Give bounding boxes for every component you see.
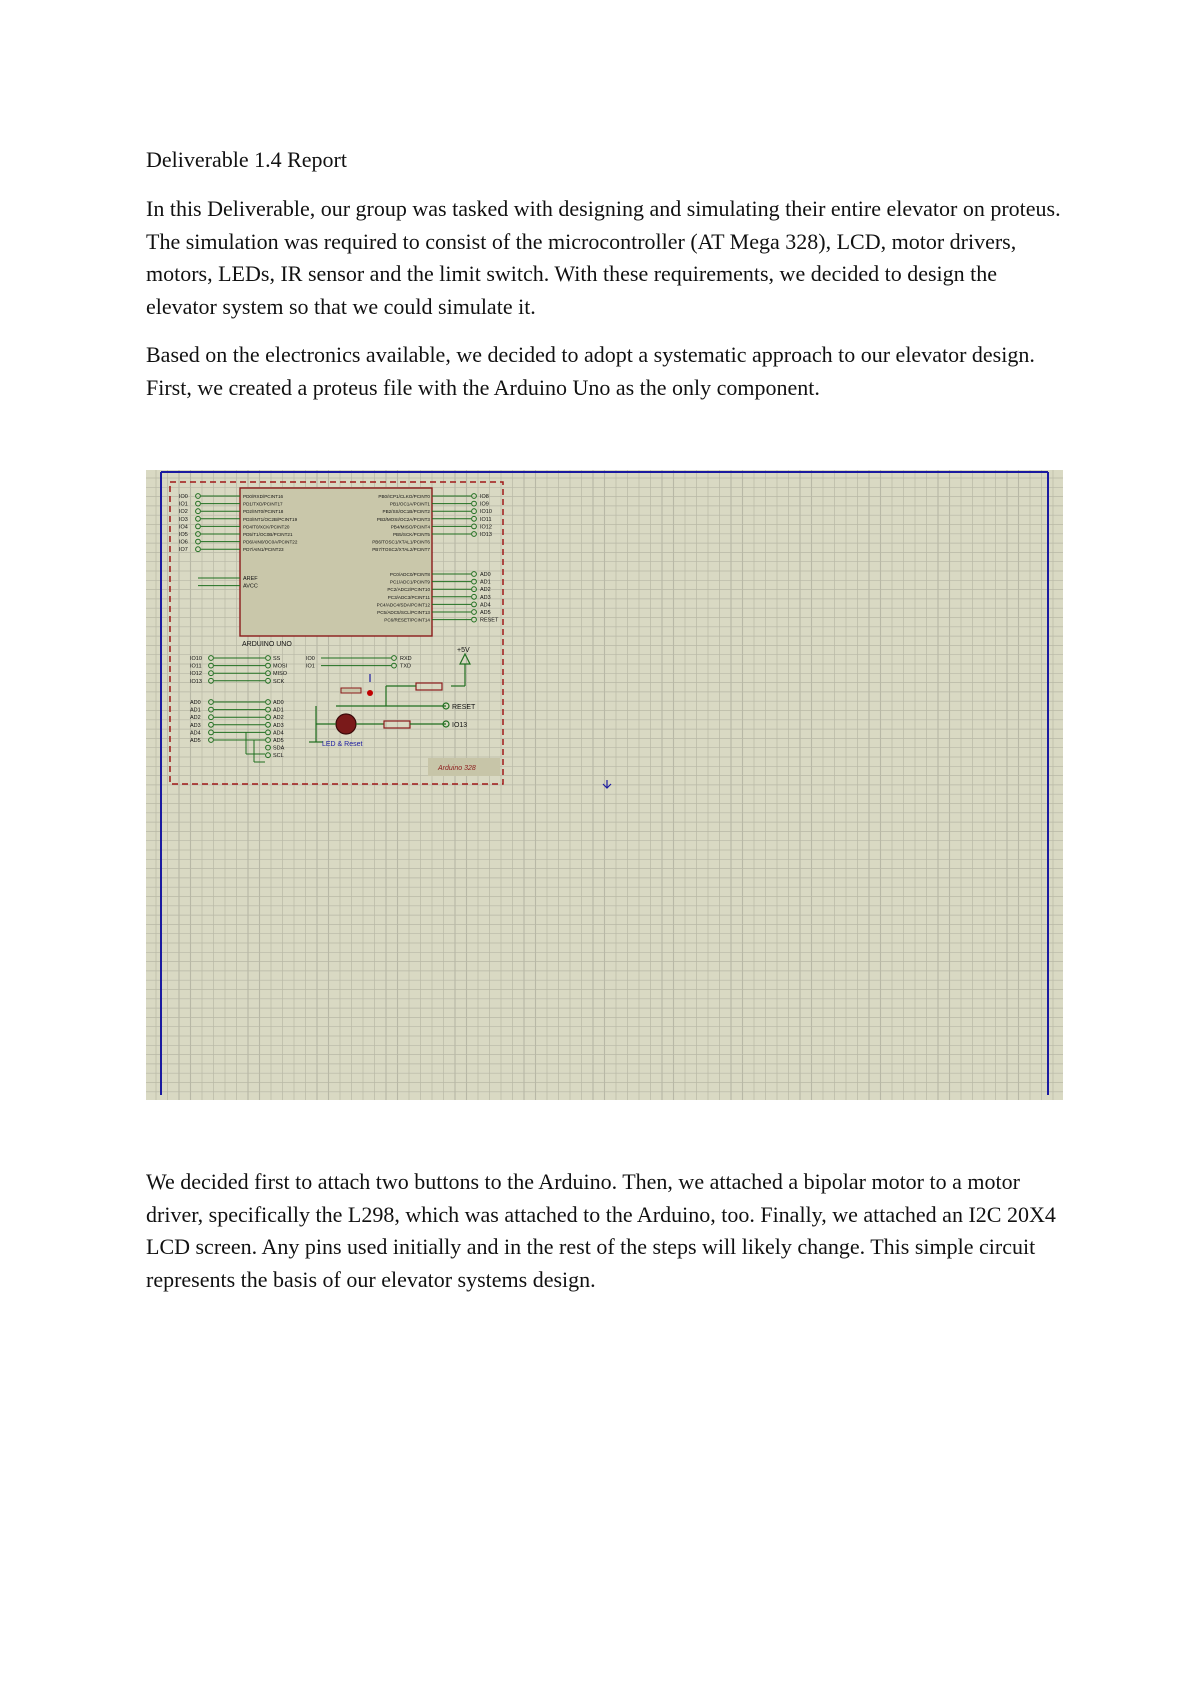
chip-inner-label: PB1/OC1A/PCINT1 (389, 501, 430, 507)
lower-ad-label: AD4 (190, 730, 201, 737)
left-io-pin-label: IO6 (179, 539, 188, 546)
serial-label: IO0 (306, 656, 315, 662)
power-label: +5V (457, 647, 470, 654)
lower-ad-label: AD5 (190, 738, 201, 744)
chip-inner-label: PB2/SS/OC1B/PCINT2 (382, 509, 430, 515)
io-net-label: IO13 (452, 722, 468, 729)
chip-inner-label: PB3/MOSI/OC2A/PCINT3 (376, 516, 430, 522)
reset-net-label: RESET (452, 704, 476, 711)
schematic-canvas (146, 470, 1063, 1100)
proteus-schematic-screenshot (146, 470, 1063, 1100)
chip-inner-label: PD3/INT1/OC2B/PCINT19 (243, 516, 298, 522)
lower-spi-label: MOSI (273, 663, 288, 670)
chip-inner-label: PB7/TOSC2/XTAL2/PCINT7 (372, 547, 430, 553)
serial-label: IO1 (306, 663, 315, 670)
led-component (336, 714, 356, 734)
led-reset-label: LED & Reset (322, 741, 363, 748)
paragraph-circuit: We decided first to attach two buttons to the Arduino. Then, we attached a bipolar motor to a motor driver, specifically the L298, which was attached to the Arduino, too. Finally, we attached an I2C 20X4 LCD screen. Any pins used initially and in the rest of the steps will likely change. This simple circuit represents the basis of our elevator systems design. (146, 1169, 1056, 1292)
aref-label: AVCC (243, 583, 258, 590)
chip-inner-label: PC5/ADC5/SCL/PCINT13 (377, 610, 430, 615)
left-io-pin-label: IO5 (179, 532, 188, 538)
lower-analog-label: AD4 (273, 730, 284, 737)
left-io-pin-label: IO0 (179, 494, 188, 500)
analog-pin-label: AD3 (480, 594, 491, 601)
lower-analog-label: AD2 (273, 715, 284, 722)
lower-ad-label: AD2 (190, 715, 201, 722)
lower-analog-label: AD1 (273, 707, 284, 714)
analog-pin-label: AD5 (480, 610, 491, 616)
chip-inner-label: PC3/ADC3/PCINT11 (387, 594, 430, 600)
right-io-pin-label: IO12 (480, 524, 492, 531)
right-io-pin-label: IO13 (480, 532, 492, 538)
left-io-pin-label: IO4 (179, 524, 188, 531)
analog-pin-label: AD1 (480, 579, 491, 586)
chip-inner-label: PB5/SCK/PCINT5 (392, 532, 430, 537)
analog-pin-label: AD0 (480, 572, 491, 578)
chip-inner-label: PD7/AIN1/PCINT23 (243, 547, 284, 553)
chip-inner-label: PB4/MISO/PCINT4 (390, 524, 430, 530)
reset-pin-label: RESET (480, 617, 499, 624)
lower-ad-label: AD0 (190, 700, 201, 706)
lower-analog-label: AD5 (273, 738, 284, 744)
lower-io-label: IO10 (190, 656, 202, 662)
right-io-pin-label: IO10 (480, 509, 492, 516)
chip-inner-label: PD6/AIN0/OC0A/PCINT22 (243, 539, 298, 545)
left-io-pin-label: IO3 (179, 516, 188, 523)
right-io-pin-label: IO8 (480, 494, 489, 500)
paragraph-approach: Based on the electronics available, we decided to adopt a systematic approach to our elevator design. First, we created a proteus file with the Arduino Uno as the only component. (146, 342, 1035, 400)
lower-analog-label: SDA (273, 745, 285, 752)
lower-spi-label: MISO (273, 671, 288, 678)
chip-inner-label: PC4/ADC4/SDA/PCINT12 (376, 602, 430, 608)
lower-analog-label: SCL (273, 753, 284, 760)
chip-inner-label: PB6/TOSC1/XTAL1/PCINT6 (372, 539, 430, 545)
right-io-pin-label: IO9 (480, 501, 489, 508)
document-title: Deliverable 1.4 Report (146, 147, 347, 172)
left-io-pin-label: IO2 (179, 509, 188, 516)
lower-ad-label: AD1 (190, 707, 201, 714)
chip-inner-label: PD1/TXD/PCINT17 (243, 501, 283, 507)
analog-pin-label: AD2 (480, 587, 491, 594)
lower-ad-label: AD3 (190, 722, 201, 729)
chip-inner-label: PC2/ADC2/PCINT10 (387, 587, 430, 593)
aref-label: AREF (243, 576, 258, 582)
board-label: ARDUINO UNO (242, 641, 292, 648)
lower-io-label: IO13 (190, 678, 202, 685)
left-io-pin-label: IO7 (179, 547, 188, 554)
lower-spi-label: SS (273, 656, 281, 662)
chip-inner-label: PD5/T1/OC0B/PCINT21 (243, 532, 293, 537)
lower-spi-label: SCK (273, 678, 285, 685)
chip-inner-label: PD2/INT0/PCINT18 (243, 509, 284, 515)
analog-pin-label: AD4 (480, 602, 491, 609)
reset-button-dot (367, 690, 373, 696)
lower-io-label: IO11 (190, 663, 202, 670)
serial-target-label: TXD (400, 663, 411, 670)
paragraph-intro: In this Deliverable, our group was tasked with designing and simulating their entire elevator on proteus. The simulation was required to consist of the microcontroller (AT Mega 328), LCD, motor drivers, motors, LEDs, IR sensor and the limit switch. With these requirements, we decided to design the elevator system so that we could simulate it. (146, 196, 1061, 319)
chip-inner-label: PC1/ADC1/PCINT9 (389, 579, 430, 585)
left-io-pin-label: IO1 (179, 501, 188, 508)
chip-inner-label: PD4/T0/XCK/PCINT20 (243, 524, 290, 530)
chip-inner-label: PB0/ICP1/CLKO/PCINT0 (378, 494, 430, 499)
chip-inner-label: PC0/ADC0/PCINT8 (389, 572, 430, 577)
right-io-pin-label: IO11 (480, 516, 492, 523)
title-block-label: Arduino 328 (438, 765, 476, 772)
chip-inner-label: PD0/RXD/PCINT16 (243, 494, 284, 499)
reset-button-cap (341, 688, 361, 693)
chip-inner-label: PC6/RESET/PCINT14 (384, 617, 430, 623)
lower-io-label: IO12 (190, 671, 202, 678)
lower-analog-label: AD3 (273, 722, 284, 729)
lower-analog-label: AD0 (273, 700, 284, 706)
serial-target-label: RXD (400, 656, 412, 662)
